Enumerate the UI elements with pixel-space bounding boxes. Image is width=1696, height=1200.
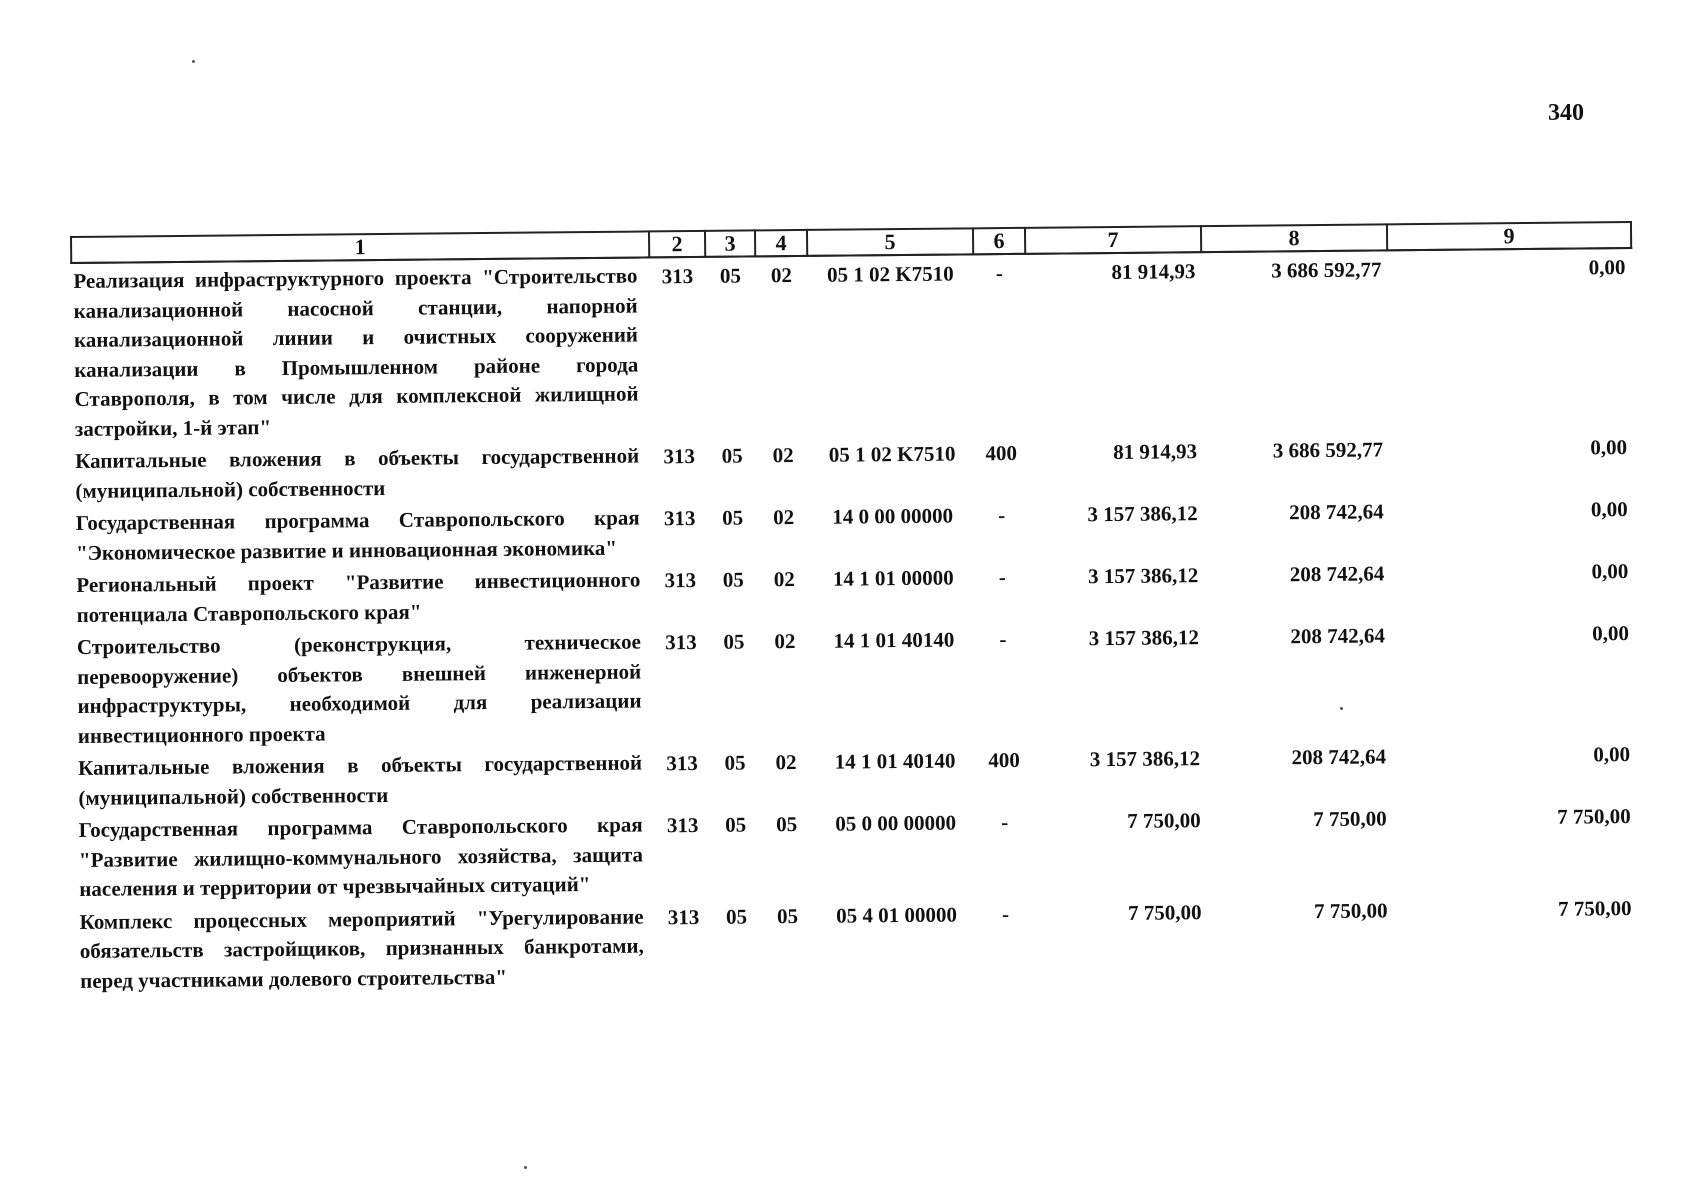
cell-col7: 7 750,00 [1127,808,1201,833]
cell-col2: 313 [664,568,697,593]
cell-col7: 3 157 386,12 [1087,563,1199,589]
cell-col9: 0,00 [1588,255,1626,280]
cell-col4: 05 [776,812,798,837]
cell-col5: 05 1 02 K7510 [828,441,956,467]
cell-col8: 208 742,64 [1289,561,1385,587]
table-row [75,615,1636,751]
cell-col8: 3 686 592,77 [1271,257,1382,283]
row-name: Реализация инфраструктурного проекта "Строительство канализационной насосной станции, напорной канализационной линии и очистных сооружений канализации в Промышленном районе города Ставрополя, в том числе для комплексной жилищной застройки, 1-й этап" [73,263,639,441]
cell-col8: 208 742,64 [1290,623,1386,649]
cell-col6: - [998,503,1006,528]
row-name: Строительство (реконструкция, техническое перевооружение) объектов внешней инженерной инфраструктуры, необходимой для реализации инвестиционного проекта [76,629,642,748]
cell-col6: 400 [985,440,1017,466]
column-header-9: 9 [1387,222,1631,250]
table-row [71,248,1633,444]
cell-col7: 7 750,00 [1127,899,1202,925]
cell-col6: 400 [988,747,1020,773]
row-name: Капитальные вложения в объекты государственной (муниципальной) собственности [77,750,643,810]
cell-col8: 208 742,64 [1289,499,1384,525]
cell-col2: 313 [666,812,699,838]
cell-col9: 7 750,00 [1557,895,1632,921]
cell-col5: 05 4 01 00000 [836,902,958,928]
cell-col7: 81 914,93 [1113,439,1198,464]
row-name: Государственная программа Ставропольского края "Развитие жилищно-коммунального хозяйства, защита населения и территории от чрезвычайных ситуаций" [78,812,644,901]
column-header-8: 8 [1201,224,1387,252]
cell-col2: 313 [663,444,696,469]
cell-col3: 05 [725,812,747,837]
row-name: Государственная программа Ставропольского края "Экономическое развитие и инновационная экономика" [75,505,640,565]
cell-col6: - [1001,810,1009,835]
cell-col6: - [995,261,1004,286]
scan-speck [1340,707,1343,710]
cell-col3: 05 [721,443,743,468]
cell-col7: 81 914,93 [1111,259,1196,285]
column-header-2: 2 [649,231,705,258]
cell-col2: 313 [663,506,696,531]
column-header-3: 3 [705,230,755,256]
cell-col9: 0,00 [1591,559,1629,584]
cell-col2: 313 [666,750,698,776]
column-header-5: 5 [807,228,973,256]
column-header-7: 7 [1025,226,1201,254]
cell-col5: 05 1 02 K7510 [826,261,954,287]
column-header-4: 4 [755,230,807,256]
cell-col6: - [1001,901,1010,926]
cell-col4: 05 [776,903,799,928]
row-name: Региональный проект "Развитие инвестиционного потенциала Ставропольского края" [76,567,641,627]
budget-table [70,221,1639,996]
row-name: Комплекс процессных мероприятий "Урегулирование обязательств застройщиков, признанных банкротами, перед участниками долевого строительства" [79,904,644,993]
cell-col2: 313 [667,904,700,929]
cell-col5: 14 1 01 40140 [833,627,955,653]
cell-col7: 3 157 386,12 [1088,625,1200,651]
cell-col3: 05 [724,750,746,775]
cell-col6: - [998,565,1006,590]
cell-col2: 313 [661,264,694,289]
cell-col2: 313 [665,630,697,655]
cell-col5: 05 0 00 00000 [835,810,957,836]
cell-col4: 02 [773,567,795,592]
table-row [77,798,1638,904]
cell-col4: 02 [773,505,795,530]
cell-col9: 7 750,00 [1557,804,1631,829]
cell-col9: 0,00 [1590,497,1628,522]
cell-col8: 7 750,00 [1313,897,1388,923]
column-header-1: 1 [71,231,649,263]
cell-col5: 14 0 00 00000 [832,503,954,529]
cell-col3: 05 [722,505,744,530]
row-name: Капитальные вложения в объекты государственной (муниципальной) собственности [75,443,640,503]
cell-col8: 3 686 592,77 [1272,437,1384,463]
table-row [77,889,1638,995]
cell-col5: 14 1 01 40140 [834,748,956,774]
cell-col9: 0,00 [1590,435,1628,460]
cell-col3: 05 [722,567,744,592]
cell-col4: 02 [772,443,794,468]
cell-col7: 3 157 386,12 [1089,746,1201,772]
cell-col9: 0,00 [1593,742,1631,767]
cell-col8: 208 742,64 [1291,744,1387,770]
cell-col4: 02 [774,629,796,654]
scan-speck [524,1166,527,1169]
cell-col5: 14 1 01 00000 [832,565,954,591]
column-header-6: 6 [973,228,1025,254]
scan-speck [192,60,195,63]
cell-col6: - [999,627,1007,652]
cell-col8: 7 750,00 [1313,806,1387,832]
cell-col9: 0,00 [1592,621,1629,646]
page-number: 340 [1548,100,1584,126]
cell-col7: 3 157 386,12 [1087,501,1198,527]
cell-col4: 02 [770,263,793,288]
cell-col4: 02 [775,750,797,775]
budget-table-container [70,221,1637,996]
cell-col3: 05 [719,263,742,288]
cell-col3: 05 [723,629,745,654]
cell-col3: 05 [725,904,748,929]
